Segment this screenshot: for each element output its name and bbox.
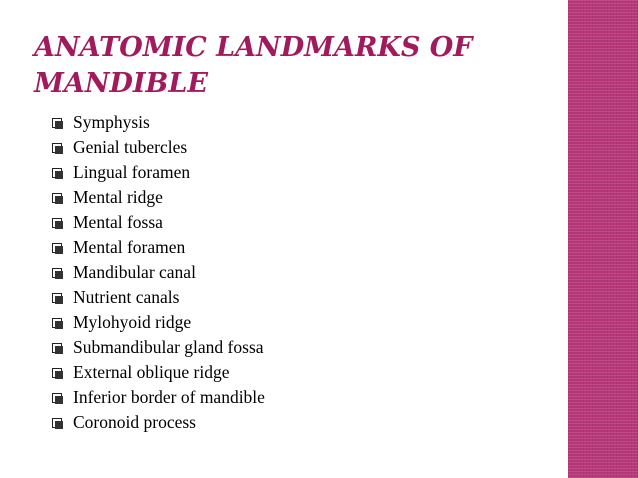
list-item — [52, 235, 265, 260]
list-item-label: Mental foramen — [73, 237, 186, 257]
slide-title: ANATOMIC LANDMARKS OF MANDIBLE — [34, 32, 473, 99]
square-bullet-icon — [52, 393, 62, 403]
list-item-label: Mental ridge — [73, 187, 163, 207]
square-bullet-icon — [52, 218, 62, 228]
square-bullet-icon — [52, 243, 62, 253]
square-bullet-icon — [52, 368, 62, 378]
list-item-label: Symphysis — [73, 112, 150, 132]
list-item — [52, 310, 265, 335]
list-item — [52, 135, 265, 160]
square-bullet-icon — [52, 168, 62, 178]
list-item — [52, 385, 265, 410]
list-item — [52, 260, 265, 285]
list-item-label: Coronoid process — [73, 412, 196, 432]
list-item — [52, 110, 265, 135]
list-item-label: Mandibular canal — [73, 262, 196, 282]
list-item-label: Mental fossa — [73, 212, 163, 232]
list-item — [52, 335, 265, 360]
list-item-label: Nutrient canals — [73, 287, 180, 307]
square-bullet-icon — [52, 318, 62, 328]
square-bullet-icon — [52, 343, 62, 353]
list-item — [52, 185, 265, 210]
list-item — [52, 410, 265, 435]
list-item-label: Inferior border of mandible — [73, 387, 265, 407]
list-item — [52, 285, 265, 310]
list-item — [52, 360, 265, 385]
square-bullet-icon — [52, 143, 62, 153]
list-item-label: Lingual foramen — [73, 162, 191, 182]
list-item-label: Mylohyoid ridge — [73, 312, 192, 332]
list-item-label: External oblique ridge — [73, 362, 230, 382]
landmark-list — [52, 110, 265, 435]
list-item — [52, 160, 265, 185]
list-item-label: Submandibular gland fossa — [73, 337, 264, 357]
square-bullet-icon — [52, 418, 62, 428]
square-bullet-icon — [52, 268, 62, 278]
square-bullet-icon — [52, 293, 62, 303]
list-item — [52, 210, 265, 235]
square-bullet-icon — [52, 193, 62, 203]
list-item-label: Genial tubercles — [73, 137, 188, 157]
square-bullet-icon — [52, 118, 62, 128]
decorative-side-band — [568, 0, 638, 478]
